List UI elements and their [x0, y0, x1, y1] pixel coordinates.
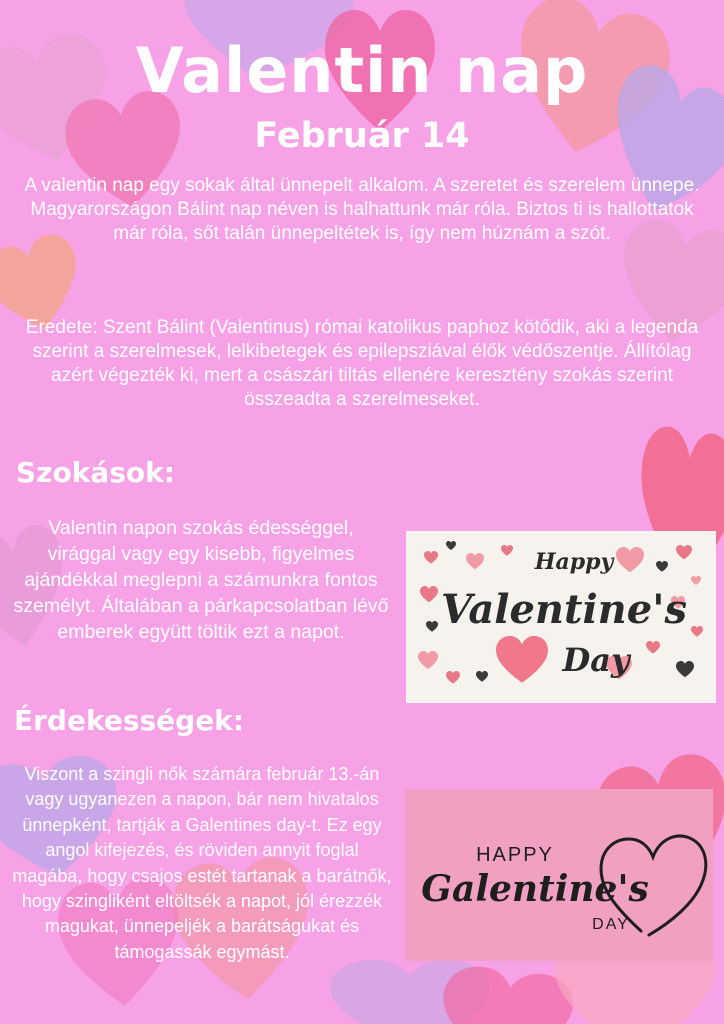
page-subtitle: Február 14 — [254, 116, 470, 156]
card-valentines-text: Valentine's — [441, 586, 687, 633]
intro-paragraph: A valentin nap egy sokak által ünnepelt alkalom. A szeretet és szerelem ünnepe. Magyarországon Bálint nap néven is halhattunk már róla. Biztos ti is hallottatok már róla, sőt talán ünnepeltétek is, így nem húznám a szót. — [24, 175, 700, 244]
page-title: Valentin nap — [135, 34, 589, 107]
card-day-text: Day — [562, 641, 630, 679]
facts-paragraph: Viszont a szingli nők számára február 13.-án vagy ugyanezen a napon, bár nem hivatalos ünnepként, tartják a Galentines day-t. Ez egy angol kifejezés, és röviden annyit foglal magába, hogy csajos estét tartanak a barátnők, hogy szingliként eltöltsék a napot, jól érezzék magukat, ünnepeljék a barátságukat és támogassák egymást. — [12, 764, 392, 962]
card-day-text: DAY — [592, 916, 630, 933]
customs-paragraph: Valentin napon szokás édességgel, virággal vagy egy kisebb, figyelmes ajándékkal meglepni a számunkra fontos személyt. Általában a párkapcsolatban lévő emberek együtt töltik ezt a napot. — [13, 517, 389, 643]
galentines-day-image — [405, 789, 713, 961]
valentines-card-art — [406, 531, 716, 703]
valentines-day-image — [406, 531, 716, 703]
origin-paragraph: Eredete: Szent Bálint (Valentinus) római katolikus paphoz kötődik, aki a legenda szerint a szerelmesek, lelkibetegek és epilepsziával élők védőszentje. Állítólag azért végezték ki, mert a császári tiltás ellenére keresztény szokás szerint összeadta a szerelmeseket. — [25, 317, 699, 410]
card-happy-text: HAPPY — [476, 844, 554, 866]
card-happy-text: Happy — [534, 549, 614, 575]
galentines-card-art — [405, 789, 713, 961]
card-galentines-text: Galentine's — [421, 868, 649, 910]
customs-heading: Szokások: — [16, 456, 175, 489]
facts-heading: Érdekességek: — [14, 704, 245, 737]
